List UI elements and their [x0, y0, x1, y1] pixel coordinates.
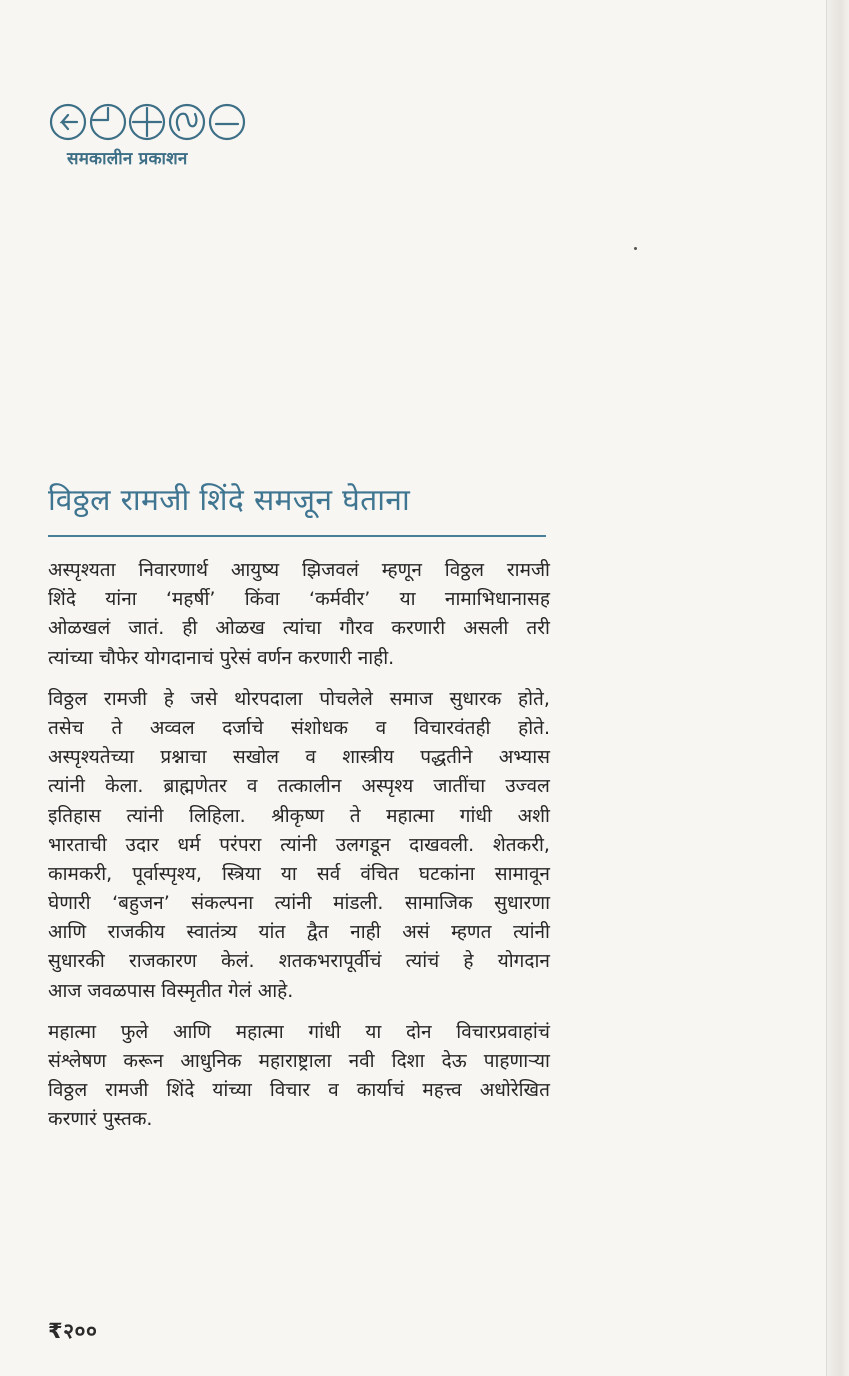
blurb-line: त्यांच्या चौफेर योगदानाचं पुरेसं वर्णन करणारी नाही.	[48, 646, 395, 669]
blurb-line: शिंदे यांना ‘महर्षी’ किंवा ‘कर्मवीर’ या नामाभिधानासह	[48, 588, 550, 611]
paper-speck	[634, 247, 637, 250]
blurb-line: ओळखलं जातं. ही ओळख त्यांचा गौरव करणारी असली तरी	[48, 617, 550, 640]
spine-edge	[826, 0, 849, 1376]
blurb-line: सुधारकी राजकारण केलं. शतकभरापूर्वीचं त्यांचं हे योगदान	[48, 950, 550, 973]
blurb-line: त्यांनी केला. ब्राह्मणेतर व तत्कालीन अस्पृश्य जातींचा उज्वल	[48, 775, 550, 798]
blurb-line: इतिहास त्यांनी लिहिला. श्रीकृष्ण ते महात्मा गांधी अशी	[48, 804, 550, 827]
blurb-line: महात्मा फुले आणि महात्मा गांधी या दोन विचारप्रवाहांचं	[48, 1020, 550, 1043]
blurb-paragraph-3	[48, 1018, 550, 1135]
blurb-line: अस्पृश्यतेच्या प्रश्नाचा सखोल व शास्त्रीय पद्धतीने अभ्यास	[48, 746, 550, 769]
blurb-line: आणि राजकीय स्वातंत्र्य यांत द्वैत नाही असं म्हणत त्यांनी	[48, 921, 550, 944]
blurb-line: भारताची उदार धर्म परंपरा त्यांनी उलगडून दाखवली. शेतकरी,	[48, 833, 550, 856]
blurb-line: तसेच ते अव्वल दर्जाचे संशोधक व विचारवंतही होते.	[48, 716, 550, 739]
blurb-line: विठ्ठल रामजी हे जसे थोरपदाला पोचलेले समाज सुधारक होते,	[48, 687, 550, 710]
book-title: विठ्ठल रामजी शिंदे समजून घेताना	[48, 483, 411, 518]
blurb-line: विठ्ठल रामजी शिंदे यांच्या विचार व कार्याचं महत्त्व अधोरेखित	[48, 1079, 550, 1102]
blurb-line: कामकरी, पूर्वास्पृश्य, स्त्रिया या सर्व वंचित घटकांना सामावून	[48, 862, 550, 885]
title-underline	[48, 535, 546, 537]
blurb-paragraph-1	[48, 556, 550, 673]
blurb-paragraph-2	[48, 685, 550, 1006]
blurb-line: करणारं पुस्तक.	[48, 1108, 153, 1131]
blurb	[48, 556, 550, 1147]
blurb-line: अस्पृश्यता निवारणार्थ आयुष्य झिजवलं म्हणून विठ्ठल रामजी	[48, 559, 550, 581]
publisher-name: समकालीन प्रकाशन	[67, 149, 188, 169]
blurb-line: आज जवळपास विस्मृतीत गेलं आहे.	[48, 979, 294, 1002]
price: ₹२००	[48, 1319, 98, 1343]
samakaleen-logo-icon	[48, 100, 248, 144]
blurb-line: संश्लेषण करून आधुनिक महाराष्ट्राला नवी दिशा देऊ पाहणाऱ्या	[48, 1050, 550, 1072]
blurb-line: घेणारी ‘बहुजन’ संकल्पना त्यांनी मांडली. सामाजिक सुधारणा	[48, 892, 550, 915]
